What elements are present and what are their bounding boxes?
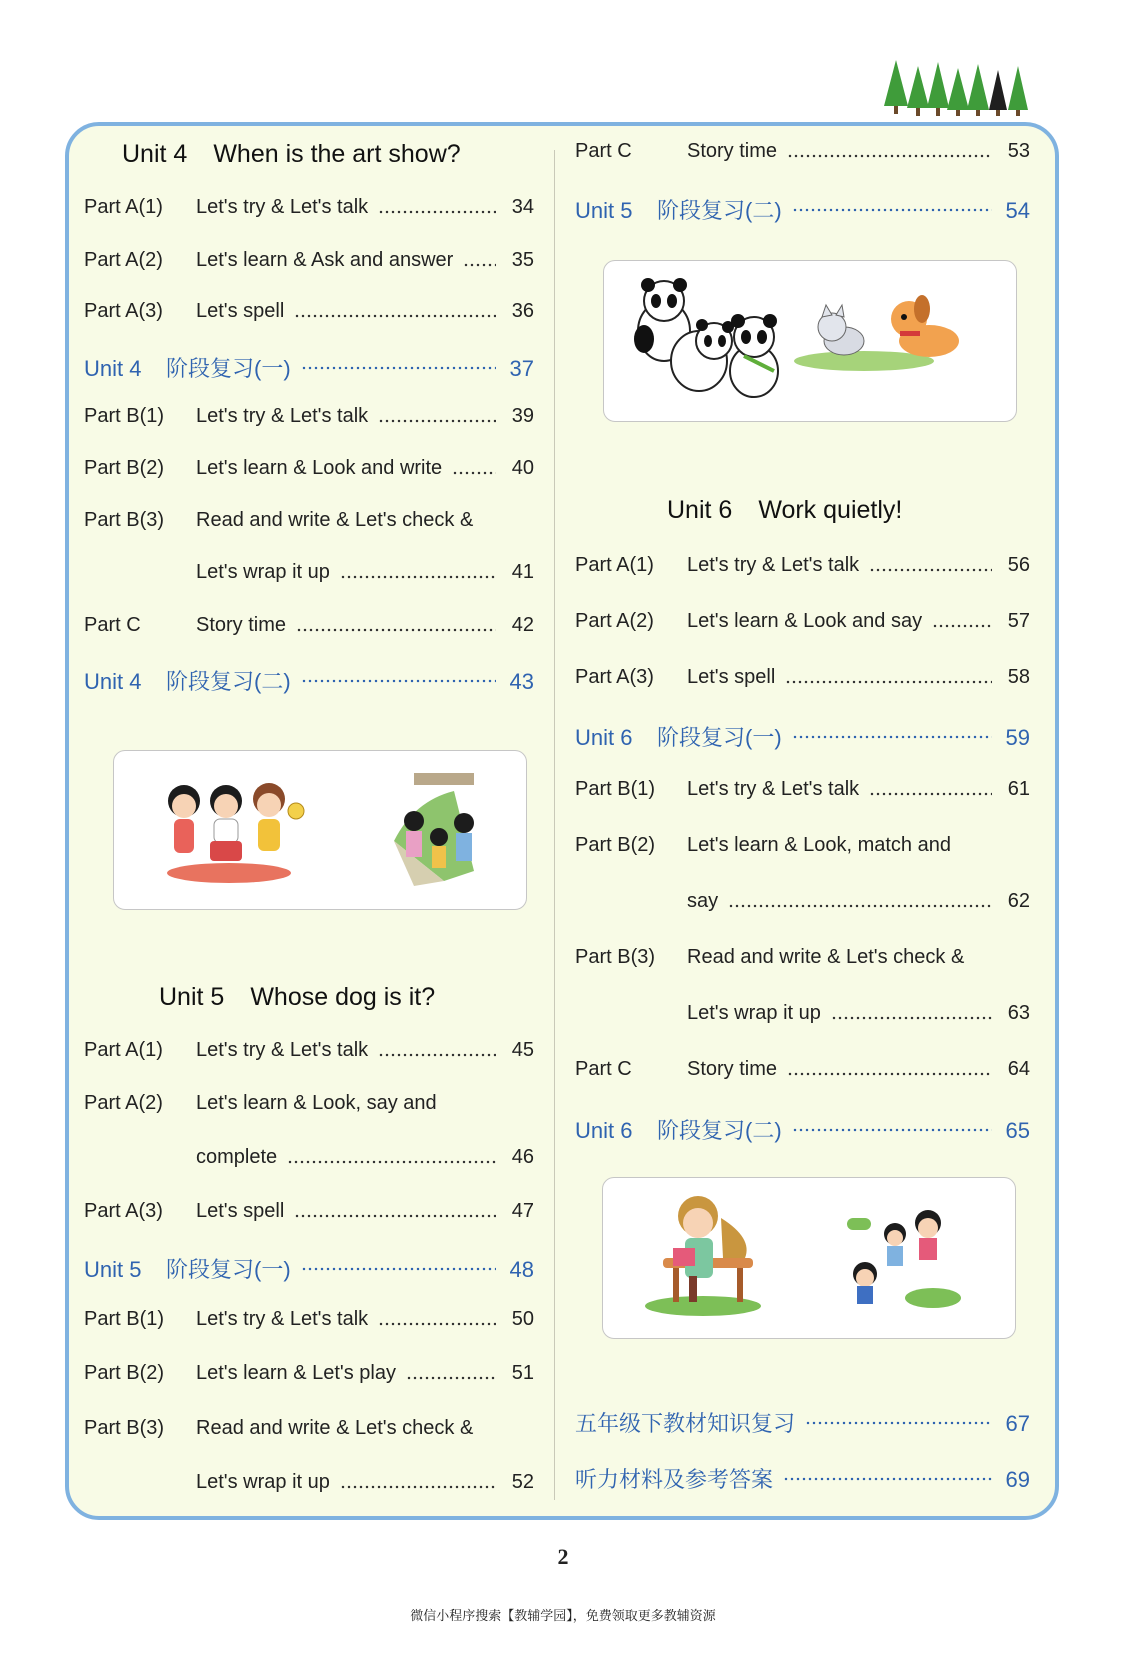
section-title: Let's learn & Look, say and [196,1092,437,1114]
unit4-number: Unit 4 [122,140,188,168]
pine-trees-icon [884,58,1034,118]
page-ref: 69 [1005,1467,1030,1492]
dot-leader [869,568,992,572]
unit4-heading [122,140,461,169]
toc-row[interactable] [575,666,1030,698]
footer-note: 微信小程序搜索【教辅学园】，免费领取更多教辅资源 [410,1608,716,1623]
dot-leader [805,1421,992,1425]
dot-leader [294,1214,496,1218]
illustration-panel-unit4 [113,750,527,910]
page-ref: 65 [1005,1118,1030,1143]
page-ref: 40 [511,457,534,479]
section-title: Read and write & Let's check & [687,946,965,968]
illustration-panel-unit5 [603,260,1017,422]
page-ref: 59 [1005,725,1030,750]
section-title: Let's spell [196,1200,285,1222]
toc-row-review[interactable] [84,1253,534,1285]
section-title: Let's wrap it up [687,1002,821,1024]
toc-row[interactable] [84,1039,534,1071]
section-title: Let's spell [196,300,285,322]
toc-row-extra[interactable] [575,1407,1030,1439]
toc-row[interactable] [575,946,1030,978]
page-ref: 51 [511,1362,534,1384]
section-title: Story time [687,1058,778,1080]
dot-leader [287,1160,496,1164]
toc-row[interactable] [575,1058,1030,1090]
part-label: Part A(2) [84,1092,163,1114]
part-label: Part B(3) [84,1417,165,1439]
toc-row[interactable] [84,405,534,437]
review-title: 阶段复习(一) [166,1257,291,1282]
toc-row[interactable] [575,834,1030,866]
unit4-title: When is the art show? [213,140,461,168]
review-unit: Unit 5 [84,1257,142,1282]
part-label: Part B(1) [84,405,165,427]
part-label: Part A(1) [84,1039,163,1061]
pandas-illustration [604,261,1016,421]
part-label: Part C [575,140,632,162]
dot-leader [787,1072,992,1076]
toc-row-continued[interactable] [575,1002,1030,1034]
part-label: Part A(3) [84,1200,163,1222]
toc-row-review[interactable] [575,194,1030,226]
section-title: Let's try & Let's talk [196,196,369,218]
toc-row[interactable] [575,778,1030,810]
dot-leader [792,735,992,739]
page-ref: 53 [1007,140,1030,162]
dot-leader [301,366,496,370]
unit6-number: Unit 6 [667,496,733,524]
dot-leader [296,628,496,632]
page-ref: 45 [511,1039,534,1061]
toc-row-continued[interactable] [84,1146,534,1178]
page-ref: 37 [509,356,534,381]
page-ref: 34 [511,196,534,218]
dot-leader [463,263,496,267]
unit5-title: Whose dog is it? [250,983,436,1011]
review-unit: Unit 5 [575,198,633,223]
page-ref: 35 [511,249,534,271]
review-unit: Unit 6 [575,1118,633,1143]
toc-row[interactable] [84,509,534,541]
toc-row-extra[interactable] [575,1463,1030,1495]
dot-leader [301,1267,496,1271]
part-label: Part A(2) [575,610,654,632]
unit5-number: Unit 5 [159,983,225,1011]
girl-reading-illustration [603,1178,1015,1338]
dot-leader [378,419,496,423]
dot-leader [783,1477,992,1481]
toc-row-review[interactable] [575,1114,1030,1146]
review-title: 阶段复习(二) [657,1118,782,1143]
unit5-heading [159,983,435,1012]
toc-row[interactable] [575,610,1030,642]
section-title: Let's try & Let's talk [687,554,860,576]
toc-row-review[interactable] [575,721,1030,753]
section-title: Let's try & Let's talk [196,405,369,427]
dot-leader [340,1485,496,1489]
page-ref: 48 [509,1257,534,1282]
dot-leader [378,1053,496,1057]
page-ref: 41 [511,561,534,583]
page-number: 2 [557,1544,569,1569]
page-ref: 56 [1007,554,1030,576]
toc-row[interactable] [84,614,534,646]
illustration-panel-unit6 [602,1177,1016,1339]
section-title: Read and write & Let's check & [196,509,474,531]
page-ref: 52 [511,1471,534,1493]
part-label: Part B(3) [84,509,165,531]
page-ref: 64 [1007,1058,1030,1080]
toc-row[interactable] [84,1362,534,1394]
unit6-heading [667,496,902,525]
dot-leader [301,679,496,683]
part-label: Part A(3) [84,300,163,322]
page-ref: 36 [511,300,534,322]
review-title: 阶段复习(一) [166,356,291,381]
dot-leader [787,154,992,158]
toc-row[interactable] [84,196,534,228]
section-title: Let's spell [687,666,776,688]
page-ref: 62 [1007,890,1030,912]
page-ref: 43 [509,669,534,694]
section-title: Let's try & Let's talk [196,1039,369,1061]
toc-row[interactable] [84,457,534,489]
toc-row[interactable] [575,554,1030,586]
part-label: Part C [84,614,141,636]
toc-row[interactable] [84,1200,534,1232]
page-ref: 57 [1007,610,1030,632]
toc-row-review[interactable] [84,665,534,697]
toc-row-continued[interactable] [575,890,1030,922]
review-title: 阶段复习(二) [657,198,782,223]
section-title: Let's learn & Look and say [687,610,923,632]
extra-title: 听力材料及参考答案 [575,1467,774,1492]
page-ref: 50 [511,1308,534,1330]
toc-row[interactable] [84,1308,534,1340]
dot-leader [406,1376,496,1380]
toc-row[interactable] [84,300,534,332]
section-title: Let's try & Let's talk [687,778,860,800]
toc-row-continued[interactable] [84,1471,534,1503]
dot-leader [932,624,992,628]
toc-row[interactable] [575,140,1030,172]
section-title: Let's try & Let's talk [196,1308,369,1330]
section-title: Let's learn & Ask and answer [196,249,454,271]
kids-music-illustration [114,751,526,909]
part-label: Part B(2) [575,834,656,856]
review-unit: Unit 4 [84,669,142,694]
dot-leader [294,314,496,318]
part-label: Part A(1) [84,196,163,218]
page-ref: 61 [1007,778,1030,800]
page-ref: 54 [1005,198,1030,223]
part-label: Part B(2) [84,457,165,479]
section-title: complete [196,1146,278,1168]
part-label: Part B(3) [575,946,656,968]
part-label: Part A(2) [84,249,163,271]
section-title: Let's wrap it up [196,1471,330,1493]
review-unit: Unit 4 [84,356,142,381]
dot-leader [728,904,992,908]
toc-row[interactable] [84,1417,534,1449]
part-label: Part A(1) [575,554,654,576]
part-label: Part C [575,1058,632,1080]
page-ref: 67 [1005,1411,1030,1436]
review-title: 阶段复习(二) [166,669,291,694]
column-divider [554,150,555,1500]
page-ref: 58 [1007,666,1030,688]
dot-leader [785,680,992,684]
section-title: Story time [196,614,287,636]
dot-leader [340,575,496,579]
page-ref: 42 [511,614,534,636]
dot-leader [792,208,992,212]
section-title: Let's wrap it up [196,561,330,583]
review-title: 阶段复习(一) [657,725,782,750]
section-title: Let's learn & Let's play [196,1362,396,1384]
page-ref: 47 [511,1200,534,1222]
page-ref: 63 [1007,1002,1030,1024]
dot-leader [378,1322,496,1326]
toc-row[interactable] [84,249,534,281]
part-label: Part B(2) [84,1362,165,1384]
part-label: Part B(1) [84,1308,165,1330]
section-title: Let's learn & Look, match and [687,834,951,856]
cat-and-dog-illustration [794,295,959,371]
kids-playing-illustration [847,1210,961,1308]
dot-leader [452,471,496,475]
review-unit: Unit 6 [575,725,633,750]
page-ref: 39 [511,405,534,427]
part-label: Part B(1) [575,778,656,800]
part-label: Part A(3) [575,666,654,688]
dot-leader [869,792,992,796]
section-title: say [687,890,719,912]
dot-leader [792,1128,992,1132]
extra-title: 五年级下教材知识复习 [575,1411,796,1436]
toc-row-review[interactable] [84,352,534,384]
dot-leader [378,210,496,214]
section-title: Read and write & Let's check & [196,1417,474,1439]
toc-row[interactable] [84,1092,534,1124]
dot-leader [831,1016,992,1020]
unit6-title: Work quietly! [758,496,903,524]
toc-row-continued[interactable] [84,561,534,593]
section-title: Story time [687,140,778,162]
section-title: Let's learn & Look and write [196,457,443,479]
page-ref: 46 [511,1146,534,1168]
